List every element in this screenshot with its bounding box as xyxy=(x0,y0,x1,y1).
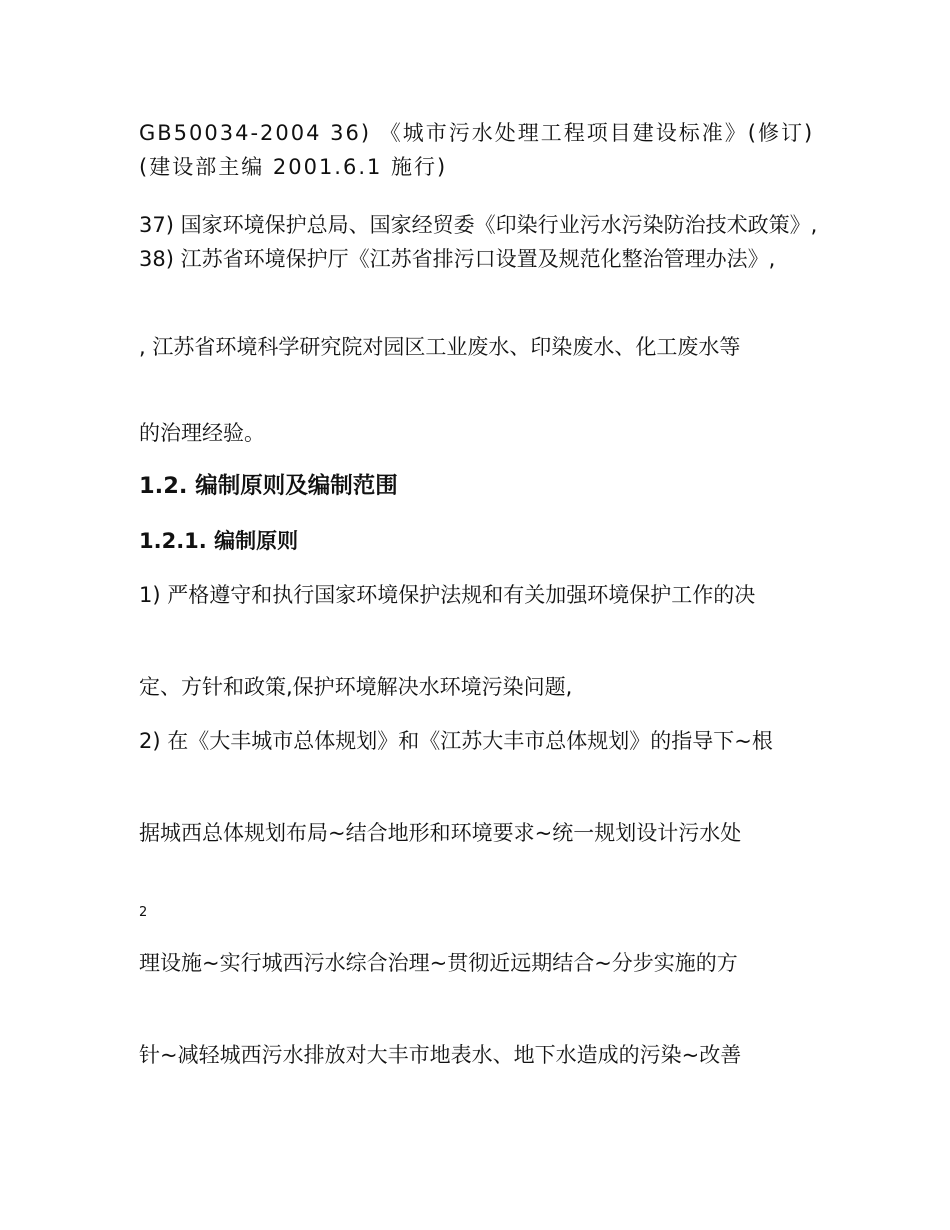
section-heading-1-2-1: 1.2.1. 编制原则 xyxy=(139,529,299,553)
paragraph-principle-2-line1: 2) 在《大丰城市总体规划》和《江苏大丰市总体规划》的指导下~根 xyxy=(139,729,773,753)
paragraph-principle-1-line2: 定、方针和政策,保护环境解决水环境污染问题, xyxy=(139,675,573,699)
paragraph-principle-2-line4: 针~减轻城西污水排放对大丰市地表水、地下水造成的污染~改善 xyxy=(139,1043,742,1067)
page-number: 2 xyxy=(139,905,148,920)
paragraph-research-institute: , 江苏省环境科学研究院对园区工业废水、印染废水、化工废水等 xyxy=(139,335,741,359)
paragraph-principle-2-line3: 理设施~实行城西污水综合治理~贯彻近远期结合~分步实施的方 xyxy=(139,951,738,975)
paragraph-standards-37-38: 37) 国家环境保护总局、国家经贸委《印染行业污水污染防治技术政策》, 38) 江苏省环境保护厅《江苏省排污口设置及规范化整治管理办法》, xyxy=(139,213,818,271)
paragraph-standards-36: GB50034-2004 36) 《城市污水处理工程项目建设标准》(修订) (建设部主编 2001.6.1 施行) xyxy=(139,121,815,179)
paragraph-experience: 的治理经验。 xyxy=(139,421,265,445)
paragraph-principle-2-line2: 据城西总体规划布局~结合地形和环境要求~统一规划设计污水处 xyxy=(139,821,742,845)
section-heading-1-2: 1.2. 编制原则及编制范围 xyxy=(139,473,398,499)
paragraph-principle-1-line1: 1) 严格遵守和执行国家环境保护法规和有关加强环境保护工作的决 xyxy=(139,583,756,607)
